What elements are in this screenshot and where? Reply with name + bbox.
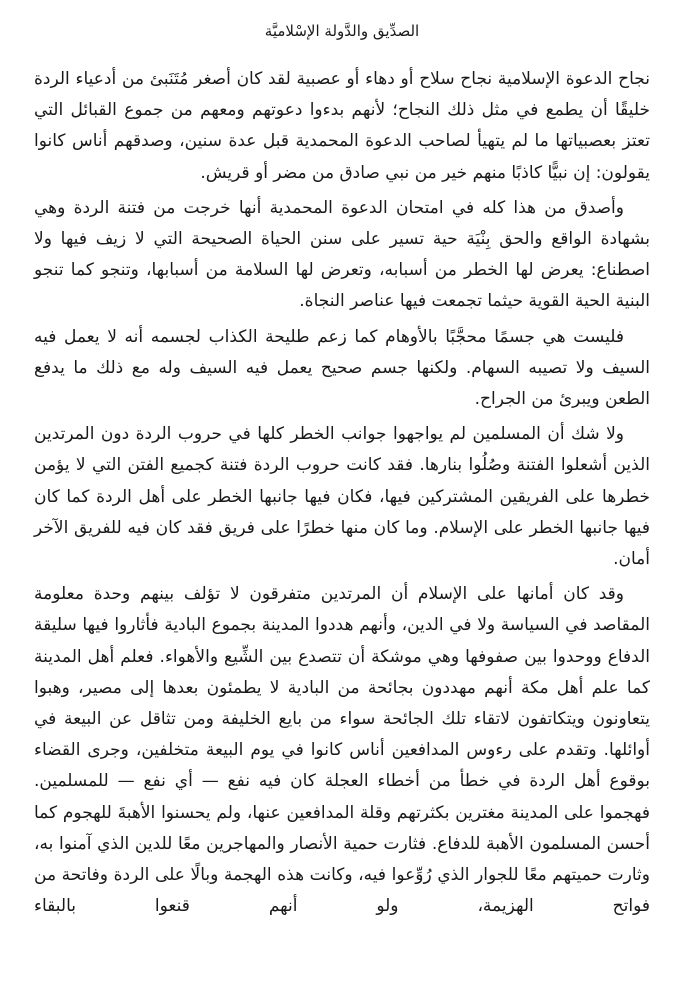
body-text bbox=[34, 64, 650, 922]
running-header: الصدِّيق والدَّولة الإسْلاميَّة bbox=[264, 22, 420, 40]
paragraph-1: نجاح الدعوة الإسلامية نجاح سلاح أو دهاء أو عصبية لقد كان أصغر مُتَنَبئ من أدعياء الردة خليقًا أن يطمع في مثل ذلك النجاح؛ لأنهم بدءوا دعوتهم ومعهم من جموع القبائل التي تعتز بعصبياتها ما لم يتهيأ لصاحب الدعوة المحمدية قبل عدة سنين، وصدقهم أناس كانوا يقولون: إن نبيًّا كاذبًا منهم خير من نبي صادق من مضر أو قريش. bbox=[34, 69, 650, 183]
paragraph-2: وأصدق من هذا كله في امتحان الدعوة المحمدية أنها خرجت من فتنة الردة وهي بشهادة الواقع والحق بِنْيَة حية تسير على سنن الحياة الصحيحة التي لا زيف فيها ولا اصطناع: يعرض لها الخطر من أسبابه، وتعرض لها السلامة من أسبابها، وتنجو كما تنجو البنية الحية القوية حيثما تجمعت فيها عناصر النجاة. bbox=[34, 197, 650, 312]
paragraph-3: فليست هي جسمًا محجَّبًا بالأوهام كما زعم طليحة الكذاب لجسمه أنه لا يعمل فيه السيف ولا تصيبه السهام. ولكنها جسم صحيح يعمل فيه السيف وله مع ذلك ما يدفع الطعن ويبرئ من الجراح. bbox=[34, 326, 650, 410]
paragraph-4: ولا شك أن المسلمين لم يواجهوا جوانب الخطر كلها في حروب الردة دون المرتدين الذين أشعلوا الفتنة وصُلُوا بنارها. فقد كانت حروب الردة فتنة كجميع الفتن التي لا يؤمن خطرها على الفريقين المشتركين فيها، فكان فيها جانبها الخطر على أهل الردة كما كان فيها جانبها الخطر على الإسلام. وما كان منها خطرًا على فريق فقد كان فيه للفريق الآخر أمان. bbox=[34, 424, 650, 570]
paragraph-5: وقد كان أمانها على الإسلام أن المرتدين متفرقون لا تؤلف بينهم وحدة معلومة المقاصد في السياسة ولا في الدين، وأنهم هددوا المدينة بجموع البادية فأثاروا فيها سليقة الدفاع ووحدوا بين صفوفها وهي موشكة أن تتصدع بين الشِّيع والأهواء. فعلم أهل المدينة كما علم أهل مكة أنهم مهددون بجائحة من البادية لا يطمئون بعدها إلى مصير، وهبوا يتعاونون ويتكاتفون لاتقاء تلك الجائحة سواء من بايع الخليفة ومن تثاقل عن البيعة في أوائلها. وتقدم على رءوس المدافعين أناس كانوا في يوم البيعة متخلفين، وجرى القضاء بوقوع أهل الردة في خطأ من أخطاء العجلة كان فيه نفع — أي نفع — للمسلمين. فهجموا على المدينة مغترين بكثرتهم وقلة المدافعين عنها، ولم يحسنوا الأهبةَ للهجوم كما أحسن المسلمون الأهبة للدفاع. فثارت حمية الأنصار والمهاجرين معًا للدين الذي آمنوا به، وثارت حميتهم معًا للجوار الذي رُوِّعوا فيه، وكانت هذه الهجمة وبالًا على الردة وفاتحة من فواتح الهزيمة، ولو أنهم قنعوا بالبقاء bbox=[34, 584, 650, 917]
